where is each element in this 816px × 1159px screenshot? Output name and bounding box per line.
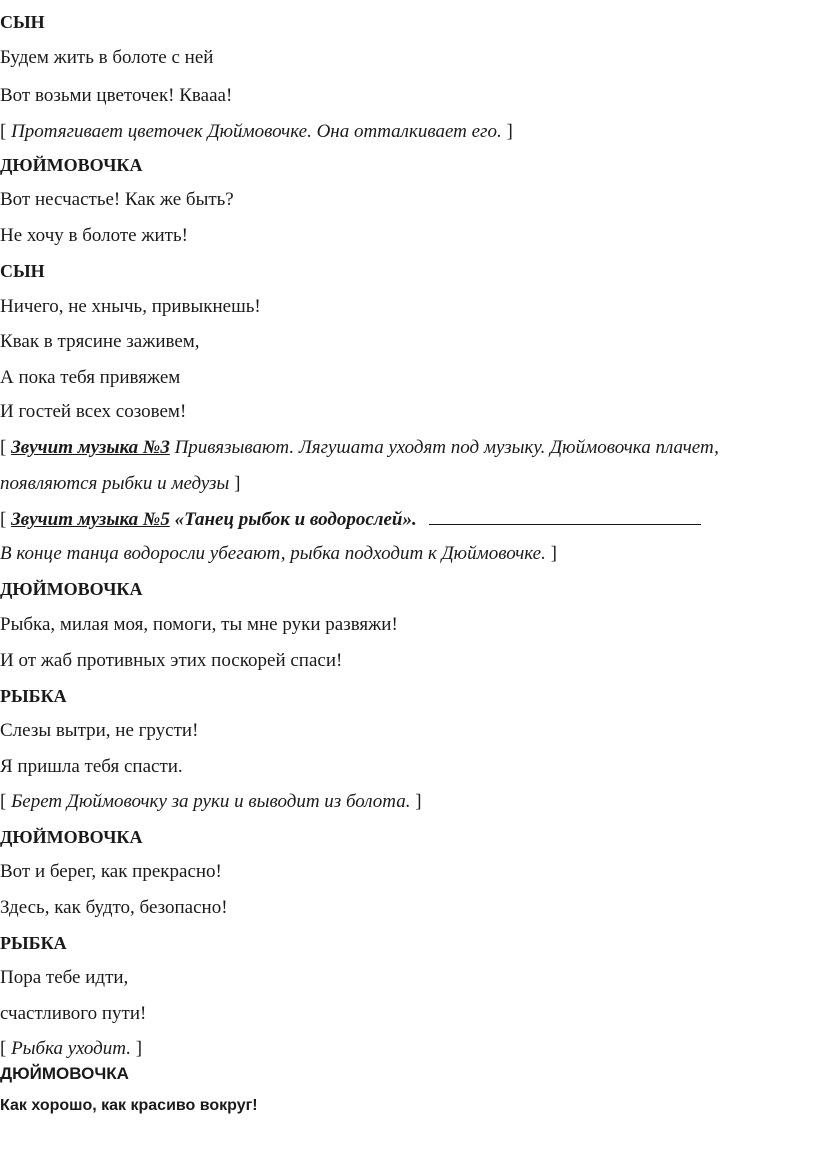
dialogue-line: Квак в трясине заживем,	[0, 331, 200, 352]
music-cue-3: Звучит музыка №3	[11, 437, 170, 458]
dialogue-line: Слезы вытри, не грусти!	[0, 720, 199, 741]
dialogue-line: Как хорошо, как красиво вокруг!	[0, 1097, 258, 1114]
music-cue-5: Звучит музыка №5	[11, 509, 170, 530]
stage-direction-continued: В конце танца водоросли убегают, рыбка подходит к Дюймовочке. ]	[0, 543, 557, 564]
stage-direction: [ Звучит музыка №3 Привязывают. Лягушата уходят под музыку. Дюймовочка плачет,	[0, 437, 719, 458]
dialogue-line: И от жаб противных этих поскорей спаси!	[0, 650, 343, 671]
speaker-son: СЫН	[0, 12, 45, 32]
speaker-thumbelina: ДЮЙМОВОЧКА	[0, 827, 143, 847]
stage-direction: [ Рыбка уходит. ]	[0, 1038, 143, 1059]
dialogue-line: счастливого пути!	[0, 1003, 147, 1024]
dialogue-line: Пора тебе идти,	[0, 967, 129, 988]
dialogue-line: Не хочу в болоте жить!	[0, 225, 188, 246]
stage-direction: [ Берет Дюймовочку за руки и выводит из болота. ]	[0, 791, 422, 812]
speaker-son: СЫН	[0, 261, 45, 281]
dialogue-line: И гостей всех созовем!	[0, 401, 187, 422]
dialogue-line: Вот и берег, как прекрасно!	[0, 861, 222, 882]
speaker-thumbelina: ДЮЙМОВОЧКА	[0, 579, 143, 599]
speaker-fish: РЫБКА	[0, 933, 67, 953]
dialogue-line: А пока тебя привяжем	[0, 367, 181, 388]
speaker-thumbelina: ДЮЙМОВОЧКА	[0, 1064, 129, 1083]
dialogue-line: Вот возьми цветочек! Кваaa!	[0, 85, 233, 106]
dialogue-line: Вот несчастье! Как же быть?	[0, 189, 234, 210]
dialogue-line: Я пришла тебя спасти.	[0, 756, 183, 777]
speaker-fish: РЫБКА	[0, 686, 67, 706]
dance-title: «Танец рыбок и водорослей»	[174, 509, 413, 530]
blank-line	[429, 507, 701, 525]
stage-direction: [ Протягивает цветочек Дюймовочке. Она отталкивает его. ]	[0, 121, 513, 142]
speaker-thumbelina: ДЮЙМОВОЧКА	[0, 155, 143, 175]
stage-direction-continued: появляются рыбки и медузы ]	[0, 473, 241, 494]
dialogue-line: Здесь, как будто, безопасно!	[0, 897, 228, 918]
dialogue-line: Будем жить в болоте с ней	[0, 47, 214, 68]
dialogue-line: Рыбка, милая моя, помоги, ты мне руки развяжи!	[0, 614, 398, 635]
dialogue-line: Ничего, не хнычь, привыкнешь!	[0, 296, 261, 317]
stage-direction: [ Звучит музыка №5 «Танец рыбок и водорослей».	[0, 507, 701, 532]
